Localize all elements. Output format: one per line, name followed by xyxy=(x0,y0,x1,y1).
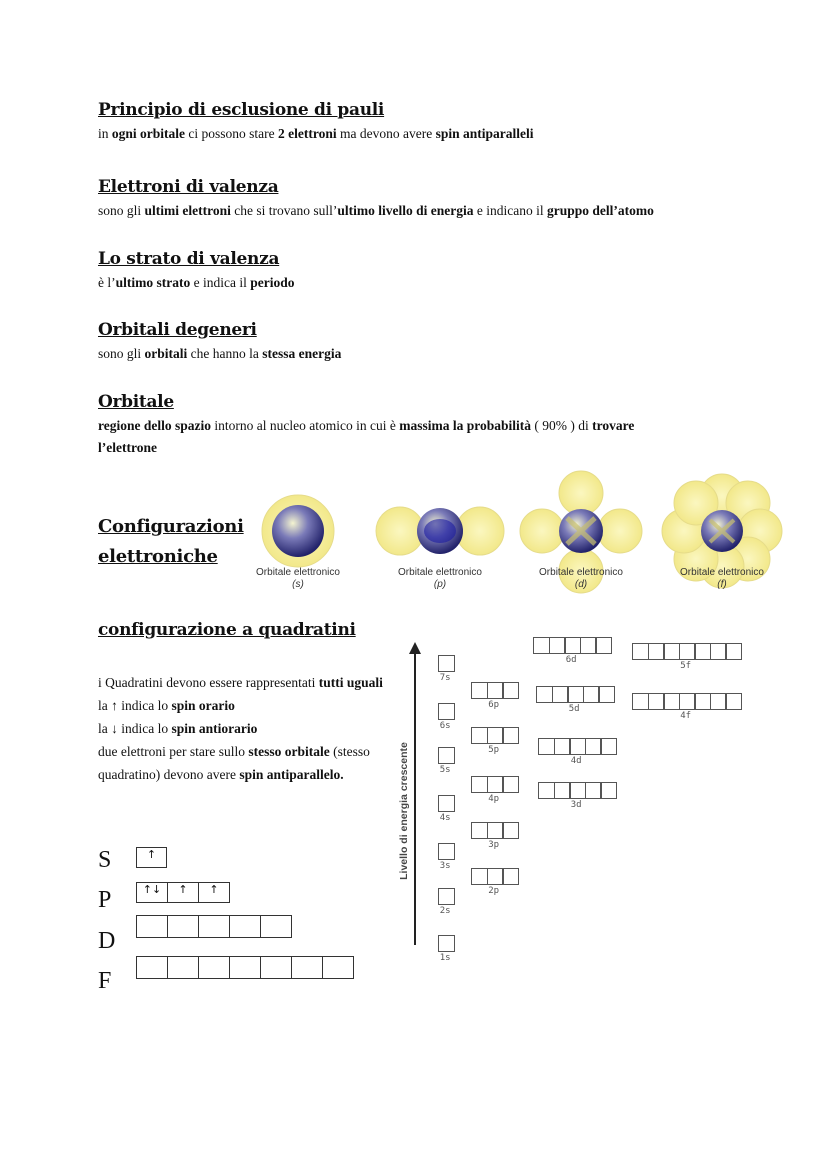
energy-box-6d xyxy=(580,637,597,654)
energy-label-4s: 4s xyxy=(439,813,451,823)
orbital-caption-f: Orbitale elettronico (f) xyxy=(680,567,764,590)
energy-box-4d xyxy=(538,738,555,755)
energy-box-6s xyxy=(438,703,455,720)
energy-box-5f xyxy=(632,643,649,660)
energy-label-1s: 1s xyxy=(439,953,451,963)
energy-box-6p xyxy=(487,682,504,699)
label-d: D xyxy=(98,928,116,954)
energy-box-4f xyxy=(663,693,680,710)
energy-box-6p xyxy=(471,682,488,699)
energy-box-6d xyxy=(533,637,550,654)
energy-label-4f: 4f xyxy=(680,711,692,721)
label-s: S xyxy=(98,847,112,873)
energy-box-3d xyxy=(538,782,555,799)
energy-box-6d xyxy=(549,637,566,654)
f-boxes xyxy=(136,956,354,979)
section-title: Lo strato di valenza xyxy=(98,249,280,269)
energy-label-6s: 6s xyxy=(439,721,451,731)
energy-box-5d xyxy=(536,686,553,703)
energy-label-4d: 4d xyxy=(570,756,582,766)
orbital-box xyxy=(260,915,292,938)
section-text: sono gli ultimi elettroni che si trovano sull’ultimo livello di energia e indicano il gruppo dell’atomo xyxy=(98,203,654,218)
energy-box-3d xyxy=(554,782,571,799)
orbital-box xyxy=(291,956,323,979)
section-text: è l’ultimo strato e indica il periodo xyxy=(98,275,295,290)
orbital-box: ↑↓ xyxy=(136,882,168,903)
orbital-box xyxy=(229,956,261,979)
energy-box-4f xyxy=(632,693,649,710)
label-f: F xyxy=(98,968,112,994)
energy-box-3d xyxy=(569,782,586,799)
energy-label-6d: 6d xyxy=(565,655,577,665)
d-boxes xyxy=(136,915,292,938)
energy-box-4f xyxy=(710,693,727,710)
orbital-box xyxy=(322,956,354,979)
energy-label-3p: 3p xyxy=(488,840,500,850)
energy-label-3d: 3d xyxy=(570,800,582,810)
energy-box-3d xyxy=(600,782,617,799)
energy-box-3p xyxy=(487,822,504,839)
energy-label-2s: 2s xyxy=(439,906,451,916)
energy-box-4d xyxy=(600,738,617,755)
orbital-box xyxy=(136,915,168,938)
orbital-box xyxy=(167,956,199,979)
energy-box-5d xyxy=(552,686,569,703)
energy-box-5f xyxy=(663,643,680,660)
energy-box-1s xyxy=(438,935,455,952)
orbital-p-icon xyxy=(376,507,504,555)
energy-box-2p xyxy=(471,868,488,885)
arrow-up-icon xyxy=(409,642,421,654)
s-boxes xyxy=(136,847,167,868)
energy-axis-label: Livello di energia crescente xyxy=(398,742,410,880)
quad-paragraph: i Quadratini devono essere rappresentati tutti uguali la ↑ indica lo spin orario la ↓ indica lo spin antiorario due elettroni per stare sullo stesso orbitale (stesso quadratino) devono avere spin antiparallelo. xyxy=(98,675,383,782)
energy-box-5d xyxy=(598,686,615,703)
section-orbitale xyxy=(98,392,688,459)
energy-box-4f xyxy=(679,693,696,710)
label-p: P xyxy=(98,887,112,913)
energy-box-4s xyxy=(438,795,455,812)
energy-box-3p xyxy=(471,822,488,839)
energy-box-7s xyxy=(438,655,455,672)
section-strato xyxy=(98,249,295,294)
section-text: sono gli orbitali che hanno la stessa energia xyxy=(98,346,342,361)
energy-label-5d: 5d xyxy=(568,704,580,714)
p-boxes xyxy=(136,882,230,903)
energy-label-5f: 5f xyxy=(680,661,692,671)
energy-box-5f xyxy=(710,643,727,660)
quad-text xyxy=(98,668,383,786)
section-valenza xyxy=(98,177,654,222)
energy-box-5d xyxy=(567,686,584,703)
energy-box-2p xyxy=(502,868,519,885)
section-title: Principio di esclusione di pauli xyxy=(98,100,385,120)
energy-box-5s xyxy=(438,747,455,764)
orbital-caption-s: Orbitale elettronico (s) xyxy=(256,567,340,590)
config-title: Configurazioni elettroniche xyxy=(98,516,244,567)
energy-label-7s: 7s xyxy=(439,673,451,683)
energy-label-3s: 3s xyxy=(439,861,451,871)
energy-label-6p: 6p xyxy=(488,700,500,710)
energy-box-2s xyxy=(438,888,455,905)
energy-box-4p xyxy=(487,776,504,793)
energy-box-5p xyxy=(502,727,519,744)
energy-box-6d xyxy=(595,637,612,654)
energy-box-4f xyxy=(648,693,665,710)
energy-box-2p xyxy=(487,868,504,885)
section-title: Orbitali degeneri xyxy=(98,320,257,340)
energy-box-6p xyxy=(502,682,519,699)
energy-label-5s: 5s xyxy=(439,765,451,775)
energy-box-5f xyxy=(648,643,665,660)
orbital-box: ↑ xyxy=(136,847,167,868)
energy-box-5p xyxy=(471,727,488,744)
orbital-caption-p: Orbitale elettronico (p) xyxy=(398,567,482,590)
energy-box-5d xyxy=(583,686,600,703)
energy-box-6d xyxy=(564,637,581,654)
energy-box-5f xyxy=(725,643,742,660)
orbital-box xyxy=(198,956,230,979)
energy-box-4p xyxy=(471,776,488,793)
energy-box-5f xyxy=(694,643,711,660)
orbital-box xyxy=(198,915,230,938)
orbital-caption-d: Orbitale elettronico (d) xyxy=(539,567,623,590)
energy-box-4f xyxy=(725,693,742,710)
orbital-box xyxy=(167,915,199,938)
orbital-box xyxy=(229,915,261,938)
energy-box-4p xyxy=(502,776,519,793)
quad-title: configurazione a quadratini xyxy=(98,620,356,640)
energy-label-5p: 5p xyxy=(488,745,500,755)
energy-box-5p xyxy=(487,727,504,744)
orbital-box: ↑ xyxy=(167,882,199,903)
orbital-box xyxy=(136,956,168,979)
orbital-s-icon xyxy=(262,495,334,567)
energy-box-4d xyxy=(569,738,586,755)
energy-box-4d xyxy=(554,738,571,755)
energy-box-3p xyxy=(502,822,519,839)
section-pauli xyxy=(98,100,533,145)
energy-box-4f xyxy=(694,693,711,710)
energy-box-5f xyxy=(679,643,696,660)
energy-label-2p: 2p xyxy=(488,886,500,896)
energy-box-3s xyxy=(438,843,455,860)
orbital-box xyxy=(260,956,292,979)
section-text: in ogni orbitale ci possono stare 2 elettroni ma devono avere spin antiparalleli xyxy=(98,126,534,141)
section-text: regione dello spazio intorno al nucleo atomico in cui è massima la probabilità ( 90% ) di trovare l’elettrone xyxy=(98,418,635,455)
energy-box-3d xyxy=(585,782,602,799)
section-degeneri xyxy=(98,320,341,365)
energy-label-4p: 4p xyxy=(488,794,500,804)
energy-box-4d xyxy=(585,738,602,755)
orbital-box: ↑ xyxy=(198,882,230,903)
section-title: Orbitale xyxy=(98,392,174,412)
section-title: Elettroni di valenza xyxy=(98,177,279,197)
